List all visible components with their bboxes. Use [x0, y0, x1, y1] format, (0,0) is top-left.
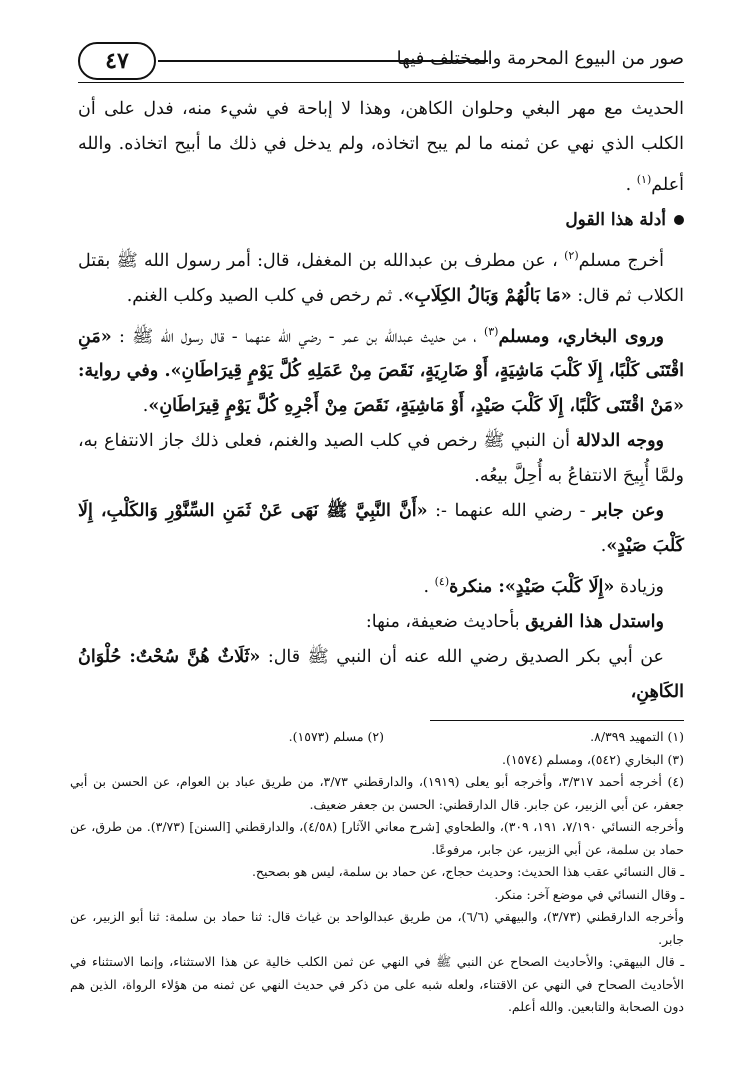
p4-lead: ووجه الدلالة [576, 431, 664, 452]
paragraph-7 [78, 605, 684, 640]
footnote-2: (٢) مسلم (١٥٧٣). [288, 729, 384, 744]
page-number: ٤٧ [78, 42, 156, 80]
p1-end: . [625, 174, 637, 195]
footnote-ref-4[interactable]: (٤) [434, 575, 450, 589]
hadith-quote: «مَنْ اقْتَنَى كَلْبًا، إِلَا كَلْبَ صَيْدٍ، أَوْ مَاشِيَةٍ، نَقَصَ مِنْ أَجْرِهِ كُلَّ يَوْمٍ قِيرَاطَانِ» [148, 396, 684, 417]
hadith-quote: «أَنَّ النَّبِيَّ ﷺ نَهَى عَنْ ثَمَنِ السِّنَّوْرِ وَالكَلْبِ، إِلَا كَلْبَ صَيْدٍ» [78, 501, 684, 557]
hadith-quote: «ثَلَاثٌ هُنَّ سُحْتٌ: حُلْوَانُ الكَاهِنِ، [78, 647, 684, 703]
main-text [78, 92, 684, 710]
p2-text-c: . ثم رخص في كلب الصيد وكلب الغنم. [126, 285, 404, 306]
p6-text-a: وزيادة [614, 577, 664, 598]
bullet-icon [674, 215, 684, 225]
footnote-ref-2[interactable]: (٢) [564, 248, 579, 262]
paragraph-6 [78, 564, 684, 605]
section-heading [78, 203, 684, 238]
footnotes [70, 726, 684, 1019]
paragraph-2 [78, 238, 684, 314]
footnote-4-part-1: (٤) أخرجه أحمد ٣/٣١٧، وأخرجه أبو يعلى (١٩١٩)، والدارقطني ٣/٧٣، من طريق عباد بن العوام، عن الحسن بن أبي جعفر، عن أبي الزبير، عن جابر. قال الدارقطني: الحسن بن جعفر ضعيف. [70, 774, 684, 812]
paragraph-5 [78, 494, 684, 564]
paragraph-1 [78, 92, 684, 203]
p4-text: أن النبي ﷺ رخص في كلب الصيد والغنم، فعلى ذلك جاز الانتفاع به، ولمَّا أُبِيحَ الانتفاعُ به أُحِلَّ بيعُه. [78, 431, 684, 487]
footnote-1: (١) التمهيد ٨/٣٩٩. [590, 729, 684, 744]
p7-lead: واستدل هذا الفريق [525, 612, 664, 633]
header-divider [78, 82, 684, 83]
paragraph-8 [78, 640, 684, 710]
running-title: صور من البيوع المحرمة والمختلف فيها [396, 48, 684, 69]
p5-text-b: . [600, 536, 607, 557]
section-heading-text: أدلة هذا القول [565, 209, 666, 230]
hadith-quote: «مَنِ اقْتَنَى كَلْبًا، إِلَا كَلْبَ مَاشِيَةٍ، أَوْ ضَارِيَةٍ، نَقَصَ مِنْ عَمَلِهِ كُلَّ يَوْمٍ قِيرَاطَانِ» [78, 326, 684, 382]
page-header [78, 42, 684, 84]
p2-text-b: ، عن مطرف بن عبدالله بن المغفل، قال: أمر رسول الله ﷺ بقتل الكلاب ثم قال: [78, 250, 684, 306]
footnote-4-part-2: وأخرجه النسائي ٧/١٩٠، ١٩١، ٣٠٩)، والطحاوي [شرح معاني الآثار] (٤/٥٨)، والدارقطني [السنن] (٣/٧٣). من طرق، عن حماد بن سلمة، عن أبي الزبير، عن جابر، مرفوعًا. [70, 819, 684, 857]
p5-text-a: - رضي الله عنهما -: [427, 501, 594, 522]
hadith-quote: «إِلَا كَلْبَ صَيْدٍ»: منكرة [449, 577, 615, 598]
footnote-row-1 [70, 726, 684, 749]
p3-text-b: . وفي رواية: [78, 361, 171, 382]
footnote-3: (٣) البخاري (٥٤٢)، ومسلم (١٥٧٤). [501, 751, 684, 767]
p8-text-a: عن أبي بكر الصديق رضي الله عنه أن النبي ﷺ قال: [260, 647, 664, 668]
p1-text: الحديث مع مهر البغي وحلوان الكاهن، وهذا لا إباحة في شيء منه، فدل على أن الكلب الذي نهي عن ثمنه ما لم يبح اتخاذه، ولم يدخل في ذلك ما أبيح اتخاذه. والله أعلم [78, 99, 684, 195]
p2-text-a: أخرج مسلم [578, 250, 665, 271]
footnote-ref-3[interactable]: (٣) [483, 324, 499, 338]
footnote-ref-1[interactable]: (١) [636, 173, 652, 186]
p7-text: بأحاديث ضعيفة، منها: [365, 612, 526, 633]
p3-lead: وروى البخاري، ومسلم [498, 326, 664, 347]
footnote-4-part-6: ـ قال البيهقي: والأحاديث الصحاح عن النبي ﷺ في النهي عن ثمن الكلب خالية عن هذا الاستثناء، وإنما الاستثناء في الأحاديث الصحاح في النهي عن الاقتناء، ولعله شبه على من ذكر في حديث النهي عن ثمنه من هؤلاء الرواة، الذين هم دون الصحابة والتابعين. والله أعلم. [70, 954, 684, 1014]
hadith-quote: «مَا بَالُهُمْ وَبَالُ الكِلَابِ» [403, 285, 572, 306]
footnote-4-part-5: وأخرجه الدارقطني (٣/٧٣)، والبيهقي (٦/٦)، من طريق عبدالواحد بن غياث قال: ثنا حماد بن سلمة: ثنا أبو الزبير، عن جابر. [70, 909, 684, 947]
footnote-4-part-4: ـ وقال النسائي في موضع آخر: منكر. [494, 886, 684, 902]
p3-text-a: ، من حديث عبدالله بن عمر - رضي الله عنهما - قال رسول الله ﷺ : [111, 326, 484, 347]
p6-text-b: . [423, 577, 435, 598]
footnote-rule [430, 720, 684, 721]
paragraph-3 [78, 314, 684, 425]
paragraph-4 [78, 424, 684, 494]
p5-lead: وعن جابر [593, 501, 665, 522]
p3-text-c: . [142, 396, 149, 417]
footnote-4-part-3: ـ قال النسائي عقب هذا الحديث: وحديث حجاج، عن حماد بن سلمة، ليس هو بصحيح. [251, 864, 684, 879]
